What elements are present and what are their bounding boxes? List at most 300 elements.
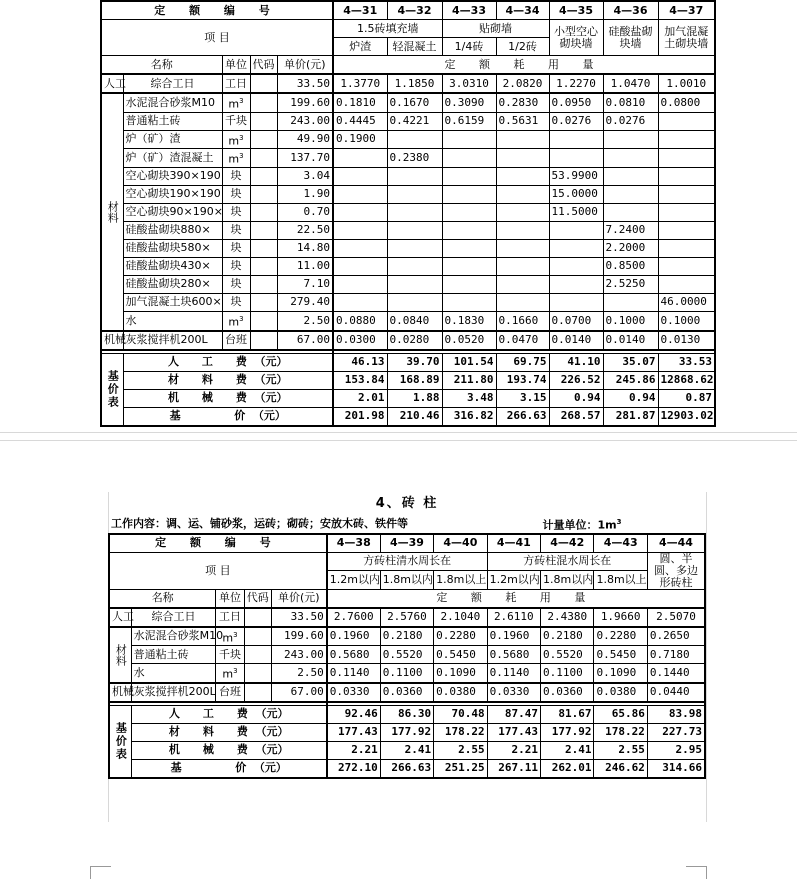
base-price-value: 65.86: [594, 705, 647, 723]
quota-value: 0.0280: [387, 331, 442, 350]
quota-value: 0.0360: [380, 683, 433, 702]
quota-value: [496, 167, 549, 185]
quota-value: [333, 167, 387, 185]
quota-value: 0.0440: [647, 683, 705, 702]
base-price-value: 281.87: [603, 407, 658, 426]
quota-value: 1.1850: [387, 74, 442, 93]
quota-value: [496, 221, 549, 239]
group-label: 方砖柱清水周长在: [327, 552, 487, 571]
base-price-value: 272.10: [327, 759, 380, 778]
quota-value: 0.6159: [442, 112, 496, 130]
resource-unit: 千块: [222, 112, 250, 130]
resource-unit: 台班: [216, 683, 244, 702]
quota-code: 4—33: [442, 1, 496, 20]
resource-code: [250, 74, 277, 93]
resource-unit: $m^3$: [216, 627, 244, 646]
quota-value: 0.0276: [603, 112, 658, 130]
quota-value: [442, 221, 496, 239]
base-price-value: 2.41: [541, 741, 594, 759]
quota-value: 2.5760: [380, 608, 433, 627]
category-label: 机械: [101, 331, 123, 350]
quota-value: [387, 239, 442, 257]
base-price-value: 2.01: [333, 389, 387, 407]
base-price-value: 177.43: [327, 723, 380, 741]
column-label: 加气混凝土砌块墙: [658, 20, 715, 56]
quota-value: 0.7180: [647, 646, 705, 664]
quota-value: 2.4380: [541, 608, 594, 627]
quota-value: 0.0330: [327, 683, 380, 702]
material-row: [101, 130, 715, 149]
resource-name: 炉（矿）渣混凝土: [123, 149, 222, 168]
quota-value: [496, 185, 549, 203]
quota-value: 0.1140: [327, 664, 380, 683]
base-price-value: 2.21: [327, 741, 380, 759]
resource-price: 14.80: [277, 239, 333, 257]
base-price-value: 1.88: [387, 389, 442, 407]
base-price-value: 101.54: [442, 353, 496, 371]
subcolumn-label: 炉渣: [333, 38, 387, 56]
quota-value: 0.1830: [442, 311, 496, 330]
base-price-value: 168.89: [387, 371, 442, 389]
resource-unit: 块: [222, 239, 250, 257]
base-price-value: 178.22: [434, 723, 487, 741]
base-price-value: 83.98: [647, 705, 705, 723]
category-label: 基价表: [109, 705, 131, 778]
quota-value: 0.0300: [333, 331, 387, 350]
quota-code: 4—32: [387, 1, 442, 20]
quota-value: 0.1960: [327, 627, 380, 646]
subcolumn-label: 1/2砖: [496, 38, 549, 56]
base-price-value: 211.80: [442, 371, 496, 389]
material-row: [101, 167, 715, 185]
base-price-value: 2.55: [434, 741, 487, 759]
base-price-value: 201.98: [333, 407, 387, 426]
crop-mark-right: [686, 866, 707, 879]
quota-value: [333, 203, 387, 221]
quota-value: [496, 257, 549, 275]
base-price-row: [109, 759, 705, 778]
col-price-header: 单价(元): [277, 56, 333, 75]
resource-code: [250, 311, 277, 330]
material-row: [101, 112, 715, 130]
resource-price: 67.00: [271, 683, 326, 702]
resource-name: 空心砌块390×190: [123, 167, 222, 185]
resource-unit: 台班: [222, 331, 250, 350]
quota-value: 0.0950: [549, 93, 603, 112]
base-price-value: 46.13: [333, 353, 387, 371]
resource-code: [250, 239, 277, 257]
quota-code: 4—41: [487, 534, 540, 553]
base-price-value: 193.74: [496, 371, 549, 389]
resource-price: 1.90: [277, 185, 333, 203]
base-price-row: [101, 389, 715, 407]
quota-value: 0.0470: [496, 331, 549, 350]
base-price-value: 177.43: [487, 723, 540, 741]
labor-row: [109, 608, 705, 627]
base-price-value: 246.62: [594, 759, 647, 778]
base-price-value: 153.84: [333, 371, 387, 389]
resource-name: 综合工日: [123, 74, 222, 93]
base-price-value: 268.57: [549, 407, 603, 426]
quota-value: 0.1000: [658, 311, 715, 330]
quota-value: 0.0140: [549, 331, 603, 350]
resource-unit: 工日: [216, 608, 244, 627]
quota-value: 1.0470: [603, 74, 658, 93]
group-label: 方砖柱混水周长在: [487, 552, 647, 571]
base-price-value: 0.94: [549, 389, 603, 407]
resource-name: 硅酸盐砌块280×: [123, 275, 222, 293]
quota-value: [549, 239, 603, 257]
category-label: 人工: [101, 74, 123, 93]
crop-mark-left: [90, 866, 111, 879]
resource-name: 水泥混合砂浆M10: [131, 627, 216, 646]
quota-value: [387, 185, 442, 203]
quota-value: 0.0130: [658, 331, 715, 350]
quota-value: 1.2270: [549, 74, 603, 93]
resource-price: 33.50: [277, 74, 333, 93]
col-price-header: 单价(元): [271, 589, 326, 608]
base-price-value: 227.73: [647, 723, 705, 741]
category-label: 机械: [109, 683, 131, 702]
resource-unit: 块: [222, 293, 250, 311]
quota-value: 0.2650: [647, 627, 705, 646]
quota-code: 4—39: [380, 534, 433, 553]
quota-value: [333, 149, 387, 168]
base-price-value: 0.94: [603, 389, 658, 407]
resource-price: 2.50: [277, 311, 333, 330]
base-price-value: 210.46: [387, 407, 442, 426]
base-price-value: 39.70: [387, 353, 442, 371]
quota-code-label: 定 额 编 号: [109, 534, 327, 553]
base-price-row: [109, 741, 705, 759]
base-price-value: 2.55: [594, 741, 647, 759]
resource-name: 灰浆搅拌机200L: [131, 683, 216, 702]
quota-value: 2.1040: [434, 608, 487, 627]
base-price-value: 81.67: [541, 705, 594, 723]
quota-value: 1.3770: [333, 74, 387, 93]
quota-value: [387, 203, 442, 221]
material-row: [101, 293, 715, 311]
quota-value: 0.1000: [603, 311, 658, 330]
base-price-value: 226.52: [549, 371, 603, 389]
quota-value: 0.3090: [442, 93, 496, 112]
header-columns-row: [109, 589, 705, 608]
header-code-row: [109, 534, 705, 553]
category-label: 人工: [109, 608, 131, 627]
resource-code: [250, 257, 277, 275]
resource-unit: $m^3$: [222, 93, 250, 112]
resource-unit: 块: [222, 221, 250, 239]
base-price-row: [109, 705, 705, 723]
base-price-value: 177.92: [380, 723, 433, 741]
resource-name: 灰浆搅拌机200L: [123, 331, 222, 350]
header-group-row: [109, 552, 705, 571]
quota-code: 4—37: [658, 1, 715, 20]
quota-value: 0.5680: [487, 646, 540, 664]
quota-value: 3.0310: [442, 74, 496, 93]
quota-value: 0.5631: [496, 112, 549, 130]
section-title: 4、砖 柱: [375, 496, 439, 511]
quota-value: [442, 149, 496, 168]
quota-value: 0.1670: [387, 93, 442, 112]
quota-value: [442, 167, 496, 185]
quota-value: 0.1900: [333, 130, 387, 149]
base-price-label: 机 械 费 （元）: [123, 389, 333, 407]
quota-value: [333, 221, 387, 239]
resource-name: 加气混凝土块600×: [123, 293, 222, 311]
base-price-value: 12868.62: [658, 371, 715, 389]
resource-name: 硅酸盐砌块580×: [123, 239, 222, 257]
resource-unit: 工日: [222, 74, 250, 93]
column-label: 圆、半圆、多边形砖柱: [647, 552, 705, 589]
quota-value: 0.8500: [603, 257, 658, 275]
base-price-value: 69.75: [496, 353, 549, 371]
base-price-row: [109, 723, 705, 741]
quota-value: [496, 130, 549, 149]
subcolumn-label: 1.8m以上: [594, 571, 647, 590]
base-price-value: 2.41: [380, 741, 433, 759]
material-row: [101, 311, 715, 330]
resource-code: [250, 293, 277, 311]
group-label: 1.5砖填充墙: [333, 20, 442, 38]
quota-value: [549, 293, 603, 311]
unit-label: [541, 515, 705, 534]
quota-value: [658, 239, 715, 257]
quota-value: 0.5520: [380, 646, 433, 664]
quota-value: 2.6110: [487, 608, 540, 627]
quota-code: 4—36: [603, 1, 658, 20]
page-divider-top: [0, 440, 797, 441]
quota-value: [549, 221, 603, 239]
quota-value: [387, 130, 442, 149]
material-row: [109, 664, 705, 683]
base-price-value: 178.22: [594, 723, 647, 741]
base-price-value: 86.30: [380, 705, 433, 723]
quota-value: 15.0000: [549, 185, 603, 203]
resource-unit: 块: [222, 203, 250, 221]
base-price-row: [101, 407, 715, 426]
quota-value: [496, 239, 549, 257]
base-price-value: 0.87: [658, 389, 715, 407]
base-price-label: 基 价 （元）: [131, 759, 327, 778]
quota-value: [658, 167, 715, 185]
material-row: [101, 221, 715, 239]
quota-code: 4—40: [434, 534, 487, 553]
material-row: [109, 627, 705, 646]
quota-value: 0.5680: [327, 646, 380, 664]
subcolumn-label: 1.8m以内: [380, 571, 433, 590]
quota-code: 4—44: [647, 534, 705, 553]
quota-value: 0.0840: [387, 311, 442, 330]
unit-text: 计量单位：1m: [542, 518, 617, 532]
resource-price: 3.04: [277, 167, 333, 185]
base-price-row: [101, 353, 715, 371]
quota-value: [658, 130, 715, 149]
resource-name: 炉（矿）渣: [123, 130, 222, 149]
material-row: [101, 149, 715, 168]
quota-code: 4—42: [541, 534, 594, 553]
base-price-value: 266.63: [496, 407, 549, 426]
resource-price: 0.70: [277, 203, 333, 221]
quota-value: 0.4221: [387, 112, 442, 130]
quota-value: 46.0000: [658, 293, 715, 311]
resource-price: 7.10: [277, 275, 333, 293]
quota-table-2: [108, 493, 706, 779]
resource-unit: $m^3$: [222, 311, 250, 330]
quota-value: [387, 293, 442, 311]
quota-value: [658, 275, 715, 293]
col-code-header: 代码: [244, 589, 271, 608]
resource-code: [244, 627, 271, 646]
quota-value: 0.0380: [434, 683, 487, 702]
quota-value: [603, 149, 658, 168]
base-price-value: 92.46: [327, 705, 380, 723]
subcolumn-label: 1/4砖: [442, 38, 496, 56]
quota-table-1: [100, 0, 716, 427]
base-price-label: 人 工 费 （元）: [123, 353, 333, 371]
quota-value: [442, 130, 496, 149]
quota-value: [549, 149, 603, 168]
quota-value: 0.0880: [333, 311, 387, 330]
base-price-value: 177.92: [541, 723, 594, 741]
quota-value: [387, 221, 442, 239]
resource-code: [250, 275, 277, 293]
unit-sup: 3: [616, 518, 622, 526]
base-price-value: 70.48: [434, 705, 487, 723]
material-row: [101, 239, 715, 257]
col-unit-header: 单位: [216, 589, 244, 608]
resource-code: [250, 149, 277, 168]
quota-value: [603, 130, 658, 149]
col-name-header: 名称: [109, 589, 216, 608]
quota-value: 1.9660: [594, 608, 647, 627]
resource-code: [244, 608, 271, 627]
resource-code: [250, 185, 277, 203]
quota-value: [333, 239, 387, 257]
quota-value: 0.1660: [496, 311, 549, 330]
quota-value: 0.1140: [487, 664, 540, 683]
resource-name: 普通粘土砖: [131, 646, 216, 664]
base-price-value: 3.15: [496, 389, 549, 407]
quota-value: [496, 293, 549, 311]
page-border-right: [706, 492, 707, 822]
base-price-value: 314.66: [647, 759, 705, 778]
resource-code: [250, 221, 277, 239]
quota-value: 0.1100: [541, 664, 594, 683]
resource-code: [244, 646, 271, 664]
quota-value: 0.0810: [603, 93, 658, 112]
base-price-value: 35.07: [603, 353, 658, 371]
subcolumn-label: 1.2m以内: [487, 571, 540, 590]
quota-value: [442, 203, 496, 221]
column-label: 硅酸盐砌块墙: [603, 20, 658, 56]
quota-value: 2.5250: [603, 275, 658, 293]
base-price-label: 机 械 费 （元）: [131, 741, 327, 759]
quota-value: [603, 203, 658, 221]
resource-code: [250, 112, 277, 130]
machine-row: [109, 683, 705, 702]
base-price-value: 262.01: [541, 759, 594, 778]
category-label: 基价表: [101, 353, 123, 426]
quota-value: [387, 167, 442, 185]
resource-price: 49.90: [277, 130, 333, 149]
resource-price: 137.70: [277, 149, 333, 168]
quota-value: 0.0700: [549, 311, 603, 330]
base-price-value: 87.47: [487, 705, 540, 723]
base-price-value: 2.21: [487, 741, 540, 759]
category-label: 材料: [109, 627, 131, 683]
resource-price: 22.50: [277, 221, 333, 239]
quota-value: 0.5450: [434, 646, 487, 664]
item-label: 项 目: [109, 552, 327, 589]
resource-name: 空心砌块190×190: [123, 185, 222, 203]
quota-value: 0.2180: [541, 627, 594, 646]
quota-value: 2.0820: [496, 74, 549, 93]
material-row: [101, 93, 715, 112]
quota-value: [442, 239, 496, 257]
quota-value: 0.1960: [487, 627, 540, 646]
quota-value: 0.0360: [541, 683, 594, 702]
base-price-value: 251.25: [434, 759, 487, 778]
item-label: 项 目: [101, 20, 333, 56]
resource-unit: $m^3$: [216, 664, 244, 683]
work-content-row: [109, 515, 705, 534]
labor-row: [101, 74, 715, 93]
quota-value: 2.7600: [327, 608, 380, 627]
quota-code: 4—43: [594, 534, 647, 553]
subcolumn-label: 1.8m以内: [541, 571, 594, 590]
quota-value: 53.9900: [549, 167, 603, 185]
resource-name: 水: [123, 311, 222, 330]
quota-value: [549, 275, 603, 293]
quota-value: 0.1810: [333, 93, 387, 112]
resource-price: 243.00: [271, 646, 326, 664]
resource-code: [250, 130, 277, 149]
column-label: 小型空心砌块墙: [549, 20, 603, 56]
quota-value: 0.0330: [487, 683, 540, 702]
quota-value: 7.2400: [603, 221, 658, 239]
resource-code: [250, 203, 277, 221]
base-price-value: 3.48: [442, 389, 496, 407]
quota-value: 0.0520: [442, 331, 496, 350]
resource-unit: 千块: [216, 646, 244, 664]
quota-value: [658, 221, 715, 239]
quota-value: 0.5450: [594, 646, 647, 664]
quota-value: [333, 293, 387, 311]
quota-value: [442, 275, 496, 293]
quota-value: [658, 149, 715, 168]
col-code-header: 代码: [250, 56, 277, 75]
quota-value: [333, 185, 387, 203]
resource-unit: 块: [222, 275, 250, 293]
resource-name: 硅酸盐砌块430×: [123, 257, 222, 275]
resource-name: 普通粘土砖: [123, 112, 222, 130]
base-price-label: 材 料 费 （元）: [131, 723, 327, 741]
col-name-header: 名称: [101, 56, 222, 75]
resource-code: [244, 664, 271, 683]
resource-price: 11.00: [277, 257, 333, 275]
quota-code: 4—35: [549, 1, 603, 20]
resource-price: 33.50: [271, 608, 326, 627]
consumption-header: 定 额 耗 用 量: [333, 56, 715, 75]
quota-value: [603, 293, 658, 311]
material-row: [101, 275, 715, 293]
consumption-header: 定 额 耗 用 量: [327, 589, 705, 608]
quota-value: [442, 185, 496, 203]
work-content: 工作内容：调、运、铺砂浆，运砖；砌砖；安放木砖、铁件等: [111, 516, 408, 530]
machine-row: [101, 331, 715, 350]
base-price-value: 316.82: [442, 407, 496, 426]
